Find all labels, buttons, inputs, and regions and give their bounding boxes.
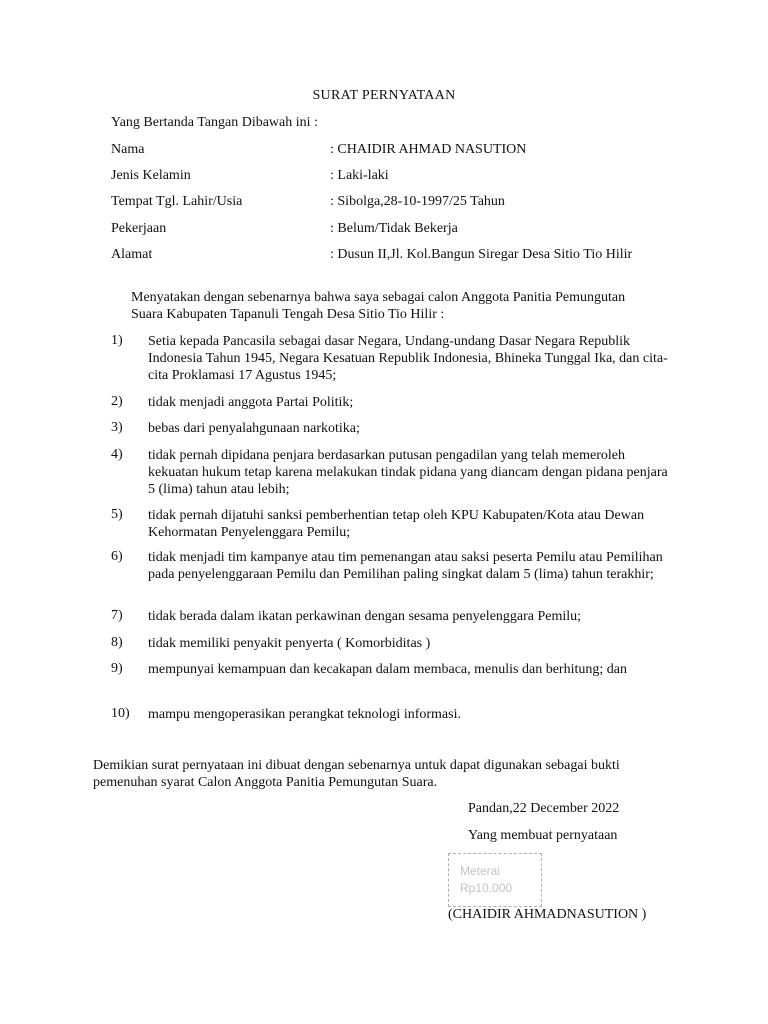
identity-value-name: : CHAIDIR AHMAD NASUTION (330, 142, 527, 157)
identity-value-address: : Dusun II,Jl. Kol.Bangun Siregar Desa Sitio Tio Hilir (330, 247, 633, 262)
signature-caption: Yang membuat pernyataan (468, 828, 618, 843)
list-item-text: tidak pernah dipidana penjara berdasarkan putusan pengadilan yang telah memeroleh kekuatan hukum tetap karena melakukan tindak pidana yang diancam dengan pidana penjara 5 (lima) tahun atau lebih; (148, 448, 668, 497)
identity-value-birth: : Sibolga,28-10-1997/25 Tahun (330, 194, 505, 209)
list-item-number: 3) (111, 420, 123, 435)
list-item-number: 5) (111, 507, 123, 522)
identity-label-occupation: Pekerjaan (111, 221, 167, 236)
list-item-number: 4) (111, 447, 123, 462)
stamp-label: Meterai (460, 864, 501, 878)
identity-label-name: Nama (111, 142, 145, 157)
list-item-number: 6) (111, 549, 123, 564)
list-item-text: tidak pernah dijatuhi sanksi pemberhentian tetap oleh KPU Kabupaten/Kota atau Dewan Kehormatan Penyelenggara Pemilu; (148, 508, 645, 540)
document-title: SURAT PERNYATAAN (312, 88, 456, 103)
list-item-number: 9) (111, 661, 123, 676)
list-item-text: mampu mengoperasikan perangkat teknologi informasi. (148, 707, 461, 722)
stamp-amount: Rp10.000 (460, 881, 513, 895)
identity-value-occupation: : Belum/Tidak Bekerja (330, 221, 458, 236)
intro-line: Yang Bertanda Tangan Dibawah ini : (111, 115, 318, 130)
statement-paragraph: Menyatakan dengan sebenarnya bahwa saya sebagai calon Anggota Panitia Pemungutan Suara Kabupaten Tapanuli Tengah Desa Sitio Tio Hilir : (131, 290, 626, 322)
list-item-number: 2) (111, 394, 123, 409)
list-item-text: Setia kepada Pancasila sebagai dasar Negara, Undang-undang Dasar Negara Republik Indonesia Tahun 1945, Negara Kesatuan Republik Indonesia, Bhineka Tunggal Ika, dan cita-cita Proklamasi 17 Agustus 1945; (148, 334, 668, 383)
list-item-text: bebas dari penyalahgunaan narkotika; (148, 421, 360, 436)
list-item-text: tidak menjadi tim kampanye atau tim pemenangan atau saksi peserta Pemilu atau Pemilihan pada penyelenggaraan Pemilu dan Pemilihan paling singkat dalam 5 (lima) tahun terakhir; (148, 550, 663, 582)
meterai-stamp-placeholder (448, 853, 542, 907)
list-item-text: tidak berada dalam ikatan perkawinan dengan sesama penyelenggara Pemilu; (148, 609, 582, 624)
list-item-number: 1) (111, 333, 123, 348)
list-item-number: 7) (111, 608, 123, 623)
identity-label-gender: Jenis Kelamin (111, 168, 191, 183)
signer-name: (CHAIDIR AHMADNASUTION ) (448, 907, 647, 922)
list-item-number: 8) (111, 635, 123, 650)
list-item-text: mempunyai kemampuan dan kecakapan dalam membaca, menulis dan berhitung; dan (148, 662, 627, 677)
list-item-text: tidak menjadi anggota Partai Politik; (148, 395, 354, 410)
identity-value-gender: : Laki-laki (330, 168, 389, 183)
identity-label-birth: Tempat Tgl. Lahir/Usia (111, 194, 243, 209)
closing-paragraph: Demikian surat pernyataan ini dibuat dengan sebenarnya untuk dapat digunakan sebagai bukti pemenuhan syarat Calon Anggota Panitia Pemungutan Suara. (93, 758, 620, 790)
signature-date: Pandan,22 December 2022 (468, 801, 620, 816)
list-item-number: 10) (111, 706, 130, 721)
identity-label-address: Alamat (111, 247, 153, 262)
list-item-text: tidak memiliki penyakit penyerta ( Komorbiditas ) (148, 636, 431, 651)
